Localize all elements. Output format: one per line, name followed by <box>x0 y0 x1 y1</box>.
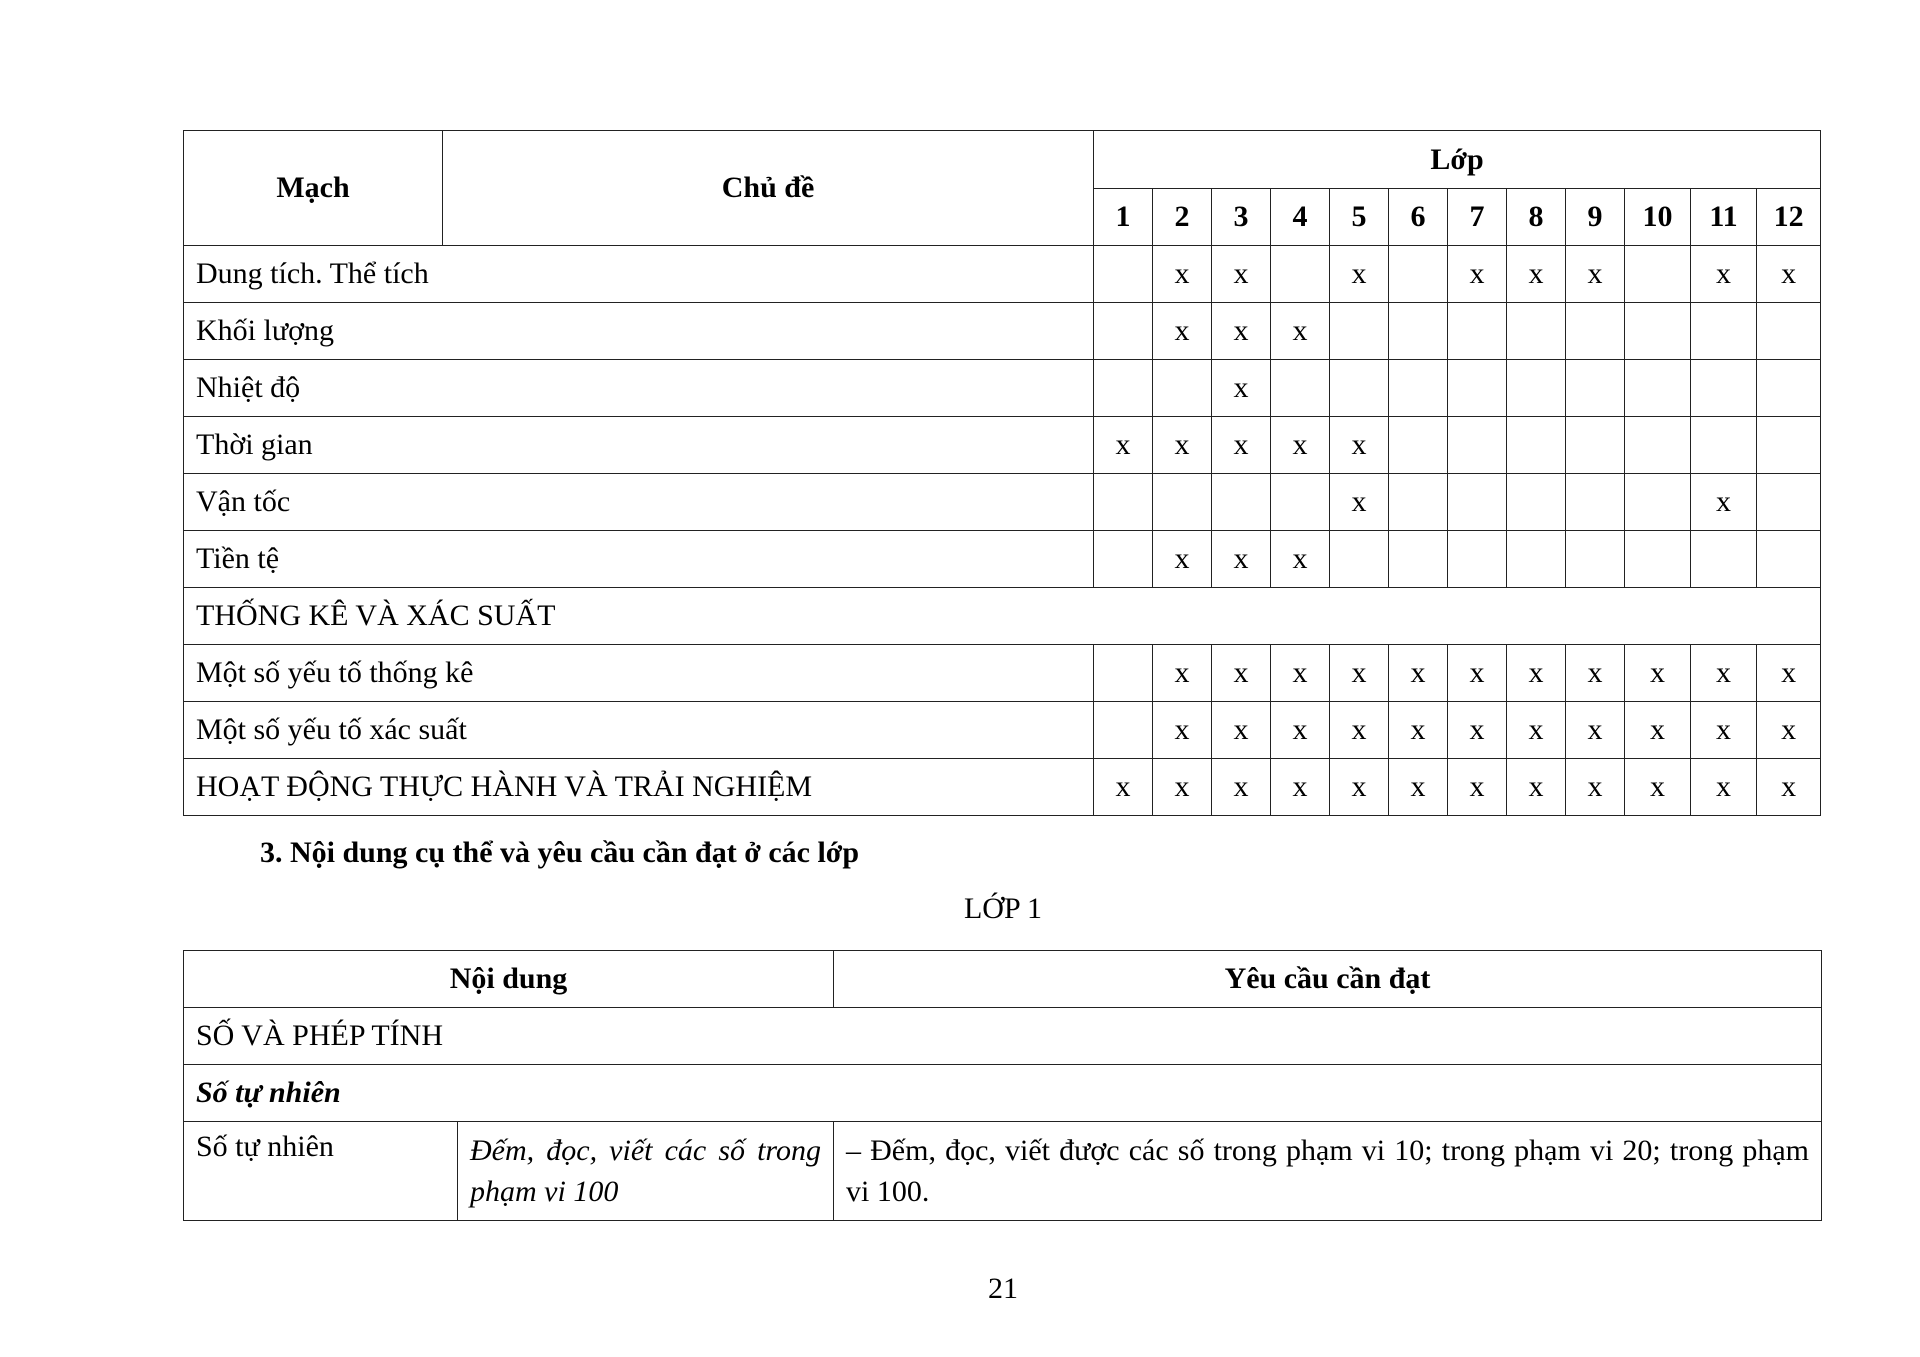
grade-mark-cell: x <box>1330 474 1389 531</box>
grade-mark-cell <box>1757 531 1821 588</box>
grade-mark-cell <box>1271 246 1330 303</box>
grade-mark-cell <box>1625 303 1691 360</box>
grade-mark-cell <box>1566 531 1625 588</box>
grade-mark-cell <box>1330 303 1389 360</box>
grade-mark-cell: x <box>1330 702 1389 759</box>
topic-label: Tiền tệ <box>184 531 1094 588</box>
grade-mark-cell <box>1566 360 1625 417</box>
section-heading: 3. Nội dung cụ thể và yêu cầu cần đạt ở các lớp <box>260 836 860 869</box>
table-row <box>184 303 1821 360</box>
grade-mark-cell <box>1507 474 1566 531</box>
table-row <box>184 1008 1822 1065</box>
grade-mark-cell: x <box>1330 645 1389 702</box>
grade-mark-cell: x <box>1271 759 1330 816</box>
grade-mark-cell <box>1507 531 1566 588</box>
grade-mark-cell <box>1448 303 1507 360</box>
topic-label: Thời gian <box>184 417 1094 474</box>
row-detail: Đếm, đọc, viết các số trong phạm vi 100 <box>458 1122 834 1221</box>
grade-mark-cell: x <box>1212 702 1271 759</box>
grade-mark-cell: x <box>1625 645 1691 702</box>
grade-mark-cell: x <box>1448 645 1507 702</box>
topic-label: Dung tích. Thể tích <box>184 246 1094 303</box>
topic-label: Một số yếu tố thống kê <box>184 645 1094 702</box>
grade-mark-cell: x <box>1153 531 1212 588</box>
grade-mark-cell: x <box>1691 246 1757 303</box>
grade-mark-cell <box>1625 474 1691 531</box>
table-row <box>184 474 1821 531</box>
grade-mark-cell <box>1566 474 1625 531</box>
grade-mark-cell: x <box>1271 417 1330 474</box>
grade-mark-cell <box>1389 246 1448 303</box>
section-label: THỐNG KÊ VÀ XÁC SUẤT <box>184 588 1821 645</box>
grade-mark-cell: x <box>1212 303 1271 360</box>
table-row <box>184 1065 1822 1122</box>
grade-mark-cell <box>1625 360 1691 417</box>
grade-number-header: 11 <box>1691 189 1757 246</box>
table-row <box>184 531 1821 588</box>
topic-label: Vận tốc <box>184 474 1094 531</box>
grade-mark-cell <box>1757 360 1821 417</box>
grade-mark-cell: x <box>1212 531 1271 588</box>
grade-mark-cell <box>1094 702 1153 759</box>
grade-mark-cell <box>1507 417 1566 474</box>
topic-label: Khối lượng <box>184 303 1094 360</box>
grade-number-header: 3 <box>1212 189 1271 246</box>
table-row <box>184 246 1821 303</box>
grade-coverage-table <box>183 130 1821 816</box>
grade-mark-cell: x <box>1153 645 1212 702</box>
table-row <box>184 702 1821 759</box>
grade-mark-cell <box>1507 360 1566 417</box>
grade-mark-cell: x <box>1507 645 1566 702</box>
grade-mark-cell: x <box>1389 702 1448 759</box>
grade-mark-cell: x <box>1625 702 1691 759</box>
grade-mark-cell: x <box>1507 702 1566 759</box>
grade-mark-cell <box>1389 474 1448 531</box>
grade-mark-cell <box>1389 360 1448 417</box>
table-row <box>184 1122 1822 1221</box>
subsection-label: Số tự nhiên <box>184 1065 1822 1122</box>
grade-mark-cell <box>1094 246 1153 303</box>
grade-mark-cell <box>1094 531 1153 588</box>
grade-mark-cell: x <box>1153 303 1212 360</box>
table-row <box>184 417 1821 474</box>
grade-mark-cell: x <box>1330 759 1389 816</box>
grade-mark-cell <box>1389 531 1448 588</box>
grade-mark-cell <box>1625 531 1691 588</box>
grade-mark-cell: x <box>1448 759 1507 816</box>
content-requirements-table <box>183 950 1822 1221</box>
header-grade: Lớp <box>1094 131 1821 189</box>
grade-mark-cell: x <box>1566 702 1625 759</box>
grade-mark-cell <box>1757 417 1821 474</box>
grade-mark-cell: x <box>1153 702 1212 759</box>
grade-mark-cell <box>1094 360 1153 417</box>
grade-mark-cell <box>1212 474 1271 531</box>
header-requirement: Yêu cầu cần đạt <box>834 951 1822 1008</box>
grade-mark-cell: x <box>1757 759 1821 816</box>
grade-mark-cell: x <box>1448 246 1507 303</box>
grade-mark-cell <box>1448 417 1507 474</box>
grade-mark-cell <box>1757 303 1821 360</box>
grade-mark-cell: x <box>1094 759 1153 816</box>
grade-mark-cell <box>1094 645 1153 702</box>
grade-number-header: 12 <box>1757 189 1821 246</box>
grade-mark-cell: x <box>1757 645 1821 702</box>
row-requirement: – Đếm, đọc, viết được các số trong phạm vi 10; trong phạm vi 20; trong phạm vi 100. <box>834 1122 1822 1221</box>
grade-mark-cell: x <box>1330 417 1389 474</box>
grade-mark-cell: x <box>1389 759 1448 816</box>
grade-mark-cell <box>1566 417 1625 474</box>
grade-mark-cell: x <box>1271 303 1330 360</box>
grade-mark-cell <box>1448 531 1507 588</box>
grade-mark-cell <box>1330 360 1389 417</box>
header-topic: Chủ đề <box>443 131 1094 246</box>
header-strand: Mạch <box>184 131 443 246</box>
topic-label: Một số yếu tố xác suất <box>184 702 1094 759</box>
grade-mark-cell <box>1094 474 1153 531</box>
table-row <box>184 360 1821 417</box>
grade-mark-cell <box>1389 417 1448 474</box>
grade-mark-cell <box>1691 360 1757 417</box>
grade-table-body <box>184 246 1821 816</box>
grade-mark-cell: x <box>1566 246 1625 303</box>
grade-mark-cell: x <box>1271 531 1330 588</box>
grade-mark-cell: x <box>1271 645 1330 702</box>
grade-mark-cell <box>1448 360 1507 417</box>
grade-mark-cell: x <box>1691 759 1757 816</box>
table-row <box>184 759 1821 816</box>
grade-number-header: 7 <box>1448 189 1507 246</box>
row-topic: Số tự nhiên <box>184 1122 458 1221</box>
grade-mark-cell <box>1448 474 1507 531</box>
grade-mark-cell: x <box>1212 417 1271 474</box>
table-row <box>184 645 1821 702</box>
grade-number-header: 1 <box>1094 189 1153 246</box>
grade-mark-cell <box>1691 417 1757 474</box>
grade-mark-cell: x <box>1212 246 1271 303</box>
grade-mark-cell: x <box>1691 702 1757 759</box>
grade-mark-cell: x <box>1389 645 1448 702</box>
grade-mark-cell <box>1625 417 1691 474</box>
grade-mark-cell <box>1507 303 1566 360</box>
grade-mark-cell: x <box>1212 645 1271 702</box>
grade-mark-cell: x <box>1757 246 1821 303</box>
grade-number-header: 6 <box>1389 189 1448 246</box>
grade-mark-cell: x <box>1566 645 1625 702</box>
grade-mark-cell: x <box>1153 759 1212 816</box>
grade-mark-cell: x <box>1625 759 1691 816</box>
page-number: 21 <box>988 1272 1018 1305</box>
grade-mark-cell <box>1153 474 1212 531</box>
grade-mark-cell <box>1691 531 1757 588</box>
header-content: Nội dung <box>184 951 834 1008</box>
grade-mark-cell <box>1153 360 1212 417</box>
grade-number-header: 5 <box>1330 189 1389 246</box>
grade-mark-cell: x <box>1507 246 1566 303</box>
grade-mark-cell: x <box>1212 360 1271 417</box>
grade-mark-cell <box>1625 246 1691 303</box>
grade-mark-cell <box>1691 303 1757 360</box>
grade-mark-cell: x <box>1691 645 1757 702</box>
grade-number-header: 10 <box>1625 189 1691 246</box>
grade-number-header: 9 <box>1566 189 1625 246</box>
grade-mark-cell: x <box>1757 702 1821 759</box>
topic-label: HOẠT ĐỘNG THỰC HÀNH VÀ TRẢI NGHIỆM <box>184 759 1094 816</box>
topic-label: Nhiệt độ <box>184 360 1094 417</box>
grade-mark-cell <box>1271 474 1330 531</box>
grade-mark-cell: x <box>1153 246 1212 303</box>
table-row <box>184 588 1821 645</box>
grade-mark-cell: x <box>1566 759 1625 816</box>
grade-mark-cell: x <box>1153 417 1212 474</box>
grade-mark-cell: x <box>1507 759 1566 816</box>
grade-mark-cell <box>1757 474 1821 531</box>
grade-mark-cell <box>1330 531 1389 588</box>
grade-title: LỚP 1 <box>963 892 1043 925</box>
grade-mark-cell: x <box>1691 474 1757 531</box>
grade-number-header: 4 <box>1271 189 1330 246</box>
grade-mark-cell: x <box>1330 246 1389 303</box>
grade-number-header: 8 <box>1507 189 1566 246</box>
grade-mark-cell: x <box>1094 417 1153 474</box>
grade-mark-cell <box>1094 303 1153 360</box>
section-label: SỐ VÀ PHÉP TÍNH <box>184 1008 1822 1065</box>
grade-mark-cell <box>1389 303 1448 360</box>
grade-mark-cell: x <box>1271 702 1330 759</box>
grade-mark-cell <box>1566 303 1625 360</box>
grade-mark-cell: x <box>1448 702 1507 759</box>
grade-number-header: 2 <box>1153 189 1212 246</box>
grade-mark-cell: x <box>1212 759 1271 816</box>
grade-mark-cell <box>1271 360 1330 417</box>
